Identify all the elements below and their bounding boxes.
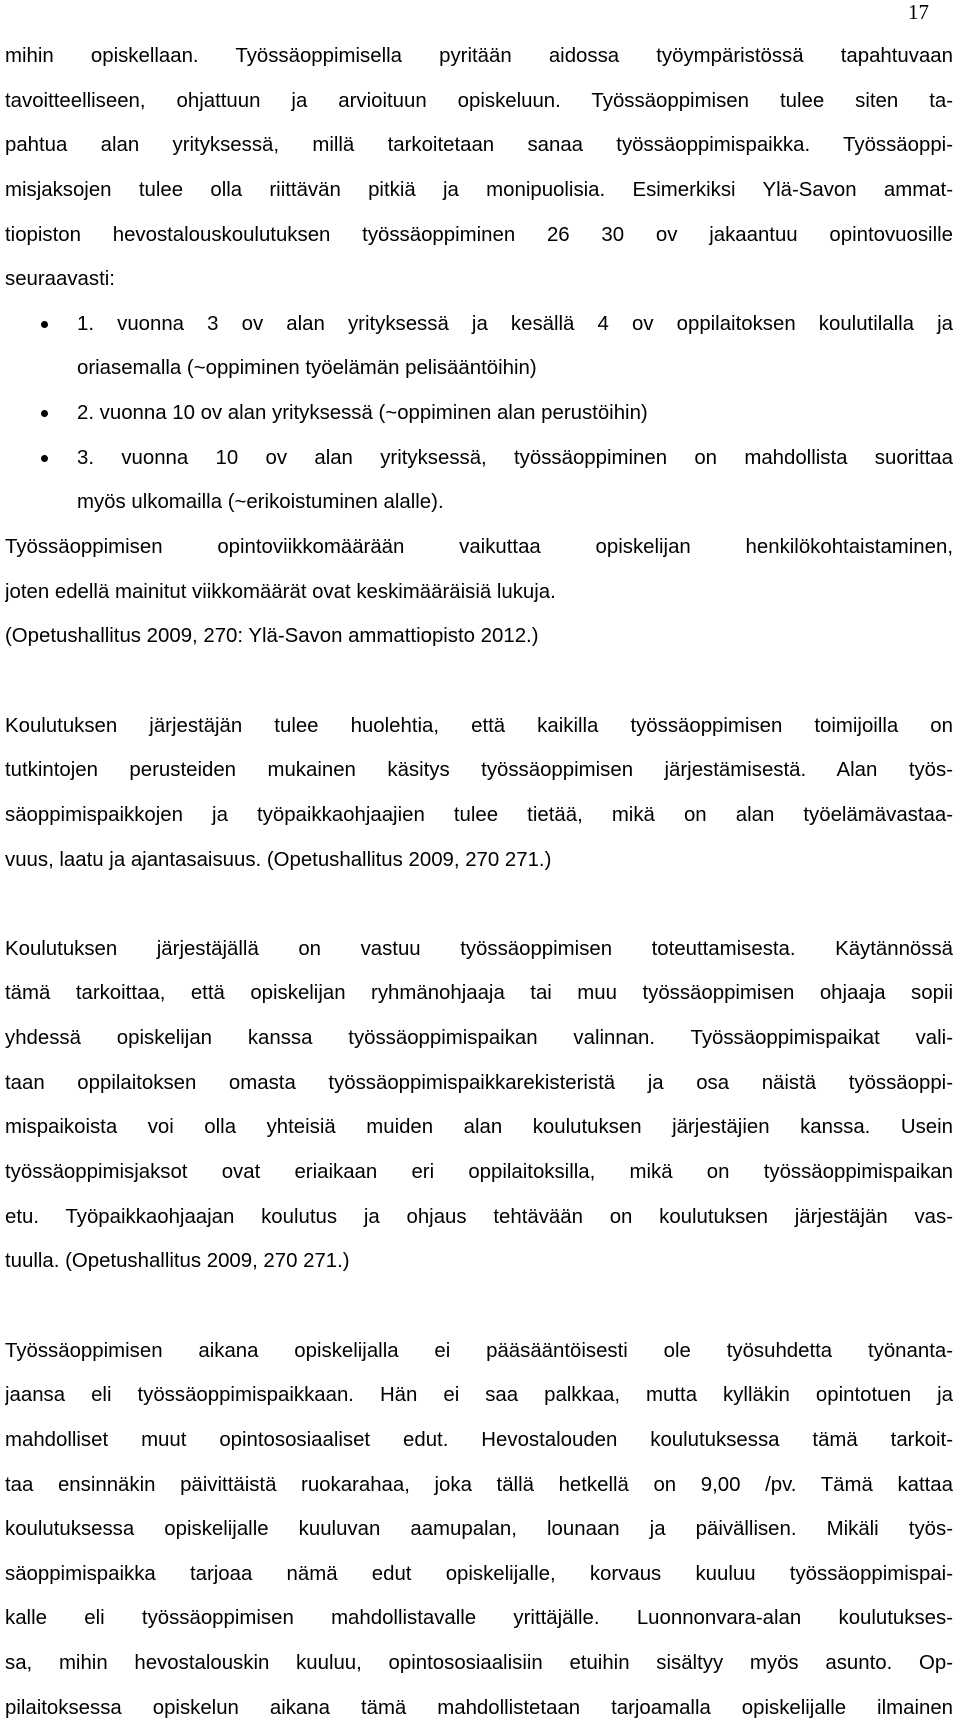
document-body <box>5 34 953 1730</box>
text-line <box>5 1061 953 1106</box>
line-text: misjaksojen tulee olla riittävän pitkiä ja monipuolisia. Esimerkiksi Ylä-Savon ammat- <box>5 178 953 201</box>
text-line <box>5 1418 953 1463</box>
bullet-item-line <box>5 436 953 481</box>
line-text: joten edellä mainitut viikkomäärät ovat keskimääräisiä lukuja. <box>5 580 556 603</box>
line-text: tuulla. (Opetushallitus 2009, 270 271.) <box>5 1250 350 1273</box>
text-line <box>5 748 953 793</box>
line-text: pahtua alan yrityksessä, millä tarkoitetaan sanaa työssäoppimispaikka. Työssäoppi- <box>5 134 953 157</box>
text-line <box>5 570 953 615</box>
text-line <box>5 257 953 302</box>
bullet-icon <box>41 410 48 417</box>
line-text: tiopiston hevostalouskoulutuksen työssäoppiminen 26 30 ov jakaantuu opintovuosille <box>5 223 953 246</box>
line-text: oriasemalla (~oppiminen työelämän pelisääntöihin) <box>77 357 537 380</box>
page-number: 17 <box>908 0 929 24</box>
text-line <box>5 123 953 168</box>
paragraph-gap <box>5 882 953 927</box>
text-line <box>5 927 953 972</box>
text-line <box>5 168 953 213</box>
text-line <box>5 1552 953 1597</box>
text-line <box>5 525 953 570</box>
line-text: mihin opiskellaan. Työssäoppimisella pyritään aidossa työympäristössä tapahtuvaan <box>5 45 953 67</box>
line-text: koulutuksessa opiskelijalle kuuluvan aamupalan, lounaan ja päivällisen. Mikäli työs- <box>5 1518 953 1541</box>
line-text: sa, mihin hevostalouskin kuuluu, opintososiaalisiin etuihin sisältyy myös asunto. Op- <box>5 1652 953 1675</box>
line-text: (Opetushallitus 2009, 270: Ylä-Savon ammattiopisto 2012.) <box>5 625 539 648</box>
line-text: tavoitteelliseen, ohjattuun ja arvioituun opiskeluun. Työssäoppimisen tulee siten ta- <box>5 89 953 112</box>
text-line <box>5 614 953 659</box>
line-text: säoppimispaikka tarjoaa nämä edut opiskelijalle, korvaus kuuluu työssäoppimispai- <box>5 1562 953 1585</box>
text-line <box>5 1239 953 1284</box>
line-text: tutkintojen perusteiden mukainen käsitys työssäoppimisen järjestämisestä. Alan työs- <box>5 759 953 782</box>
line-text: taan oppilaitoksen omasta työssäoppimispaikkarekisteristä ja osa näistä työssäoppi- <box>5 1071 953 1094</box>
line-text: Työssäoppimisen aikana opiskelijalla ei pääsääntöisesti ole työsuhdetta työnanta- <box>5 1339 953 1362</box>
line-text: Työssäoppimisen opintoviikkomäärään vaikuttaa opiskelijan henkilökohtaistaminen, <box>5 536 953 559</box>
text-line <box>5 838 953 883</box>
paragraph-gap <box>5 659 953 704</box>
line-text: jaansa eli työssäoppimispaikkaan. Hän ei saa palkkaa, mutta kylläkin opintotuen ja <box>5 1384 953 1407</box>
text-line <box>5 34 953 79</box>
text-line <box>5 346 953 391</box>
text-line <box>5 1329 953 1374</box>
text-line <box>5 1195 953 1240</box>
text-line <box>5 1463 953 1508</box>
line-text: säoppimispaikkojen ja työpaikkaohjaajien tulee tietää, mikä on alan työelämävastaa- <box>5 803 953 826</box>
text-line <box>5 1150 953 1195</box>
line-text: 2. vuonna 10 ov alan yrityksessä (~oppiminen alan perustöihin) <box>77 402 648 425</box>
line-text: 3. vuonna 10 ov alan yrityksessä, työssäoppiminen on mahdollista suorittaa <box>77 446 953 469</box>
text-line <box>5 1016 953 1061</box>
text-line <box>5 1641 953 1686</box>
text-line <box>5 1105 953 1150</box>
text-line <box>5 1596 953 1641</box>
bullet-item-line <box>5 391 953 436</box>
text-line <box>5 793 953 838</box>
line-text: pilaitoksessa opiskelun aikana tämä mahdollistetaan tarjoamalla opiskelijalle ilmainen <box>5 1696 953 1719</box>
line-text: Koulutuksen järjestäjän tulee huolehtia, että kaikilla työssäoppimisen toimijoilla on <box>5 714 953 737</box>
text-line <box>5 1507 953 1552</box>
bullet-icon <box>41 321 48 328</box>
line-text: yhdessä opiskelijan kanssa työssäoppimispaikan valinnan. Työssäoppimispaikat vali- <box>5 1027 953 1050</box>
line-text: 1. vuonna 3 ov alan yrityksessä ja kesällä 4 ov oppilaitoksen koulutilalla ja <box>77 312 953 335</box>
text-line <box>5 971 953 1016</box>
line-text: vuus, laatu ja ajantasaisuus. (Opetushallitus 2009, 270 271.) <box>5 848 552 871</box>
text-line <box>5 480 953 525</box>
bullet-icon <box>41 455 48 462</box>
line-text: työssäoppimisjaksot ovat eriaikaan eri oppilaitoksilla, mikä on työssäoppimispaikan <box>5 1161 953 1184</box>
text-line <box>5 704 953 749</box>
line-text: mahdolliset muut opintososiaaliset edut. Hevostalouden koulutuksessa tämä tarkoit- <box>5 1428 953 1451</box>
line-text: kalle eli työssäoppimisen mahdollistavalle yrittäjälle. Luonnonvara-alan koulutukses- <box>5 1607 953 1630</box>
bullet-item-line <box>5 302 953 347</box>
text-line <box>5 1373 953 1418</box>
line-text: tämä tarkoittaa, että opiskelijan ryhmänohjaaja tai muu työssäoppimisen ohjaaja sopii <box>5 982 953 1005</box>
text-line <box>5 1686 953 1730</box>
line-text: taa ensinnäkin päivittäistä ruokarahaa, joka tällä hetkellä on 9,00 /pv. Tämä kattaa <box>5 1473 953 1496</box>
line-text: etu. Työpaikkaohjaajan koulutus ja ohjaus tehtävään on koulutuksen järjestäjän vas- <box>5 1205 953 1228</box>
line-text: myös ulkomailla (~erikoistuminen alalle). <box>77 491 444 514</box>
text-line <box>5 79 953 124</box>
line-text: Koulutuksen järjestäjällä on vastuu työssäoppimisen toteuttamisesta. Käytännössä <box>5 937 953 960</box>
paragraph-gap <box>5 1284 953 1329</box>
line-text: mispaikoista voi olla yhteisiä muiden alan koulutuksen järjestäjien kanssa. Usein <box>5 1116 953 1139</box>
text-line <box>5 213 953 258</box>
line-text: seuraavasti: <box>5 268 115 291</box>
